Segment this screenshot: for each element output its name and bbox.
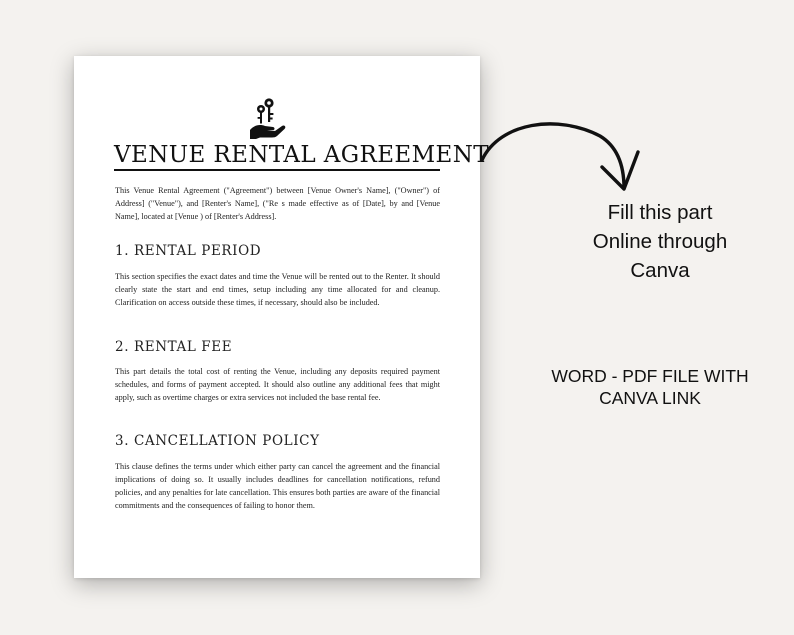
note-line: Online through xyxy=(592,230,728,253)
note-line: Fill this part xyxy=(607,201,713,224)
document-title: VENUE RENTAL AGREEMENT xyxy=(114,142,490,168)
section-body-rental-fee: This part details the total cost of renting the Venue, including any deposits required payment schedules, and forms of payment accepted. It should also outline any additional fees that might apply, such as overtime charges or extra services not included the base rental fee. xyxy=(115,367,440,402)
title-underline xyxy=(114,169,440,171)
curved-arrow-icon xyxy=(478,116,644,196)
section-body-rental-period: This section specifies the exact dates and time the Venue will be rented out to the Renter. It should clearly state the start and end times, setup including any time allocated for and cleanup. Clarification on access outside these times, if necessary, should also be included. xyxy=(115,272,440,307)
section-heading-cancellation-policy: 3. CANCELLATION POLICY xyxy=(115,433,320,449)
file-format-line: WORD - PDF FILE WITH xyxy=(551,366,749,386)
hand-holding-keys-icon xyxy=(248,94,288,140)
fill-online-note xyxy=(560,198,760,285)
intro-paragraph: This Venue Rental Agreement ("Agreement") between [Venue Owner's Name], ("Owner") of Address] ("Venue"), and [Renter's Name], ("Re s made effective as of [Date], by and [Venue Name], located at [Venue ) of [Renter's Address]. xyxy=(115,186,440,221)
file-format-line: CANVA LINK xyxy=(599,388,701,408)
file-format-note xyxy=(520,365,780,409)
document-page xyxy=(74,56,490,578)
section-heading-rental-period: 1. RENTAL PERIOD xyxy=(115,243,262,259)
note-line: Canva xyxy=(630,259,690,282)
section-body-cancellation-policy: This clause defines the terms under which either party can cancel the agreement and the financial implications of doing so. It usually includes deadlines for cancellation notifications, refund policies, and any penalties for late cancellation. This ensures both parties are aware of the financial commitments and the consequences of failing to honor them. xyxy=(115,462,440,510)
section-heading-rental-fee: 2. RENTAL FEE xyxy=(115,339,233,355)
